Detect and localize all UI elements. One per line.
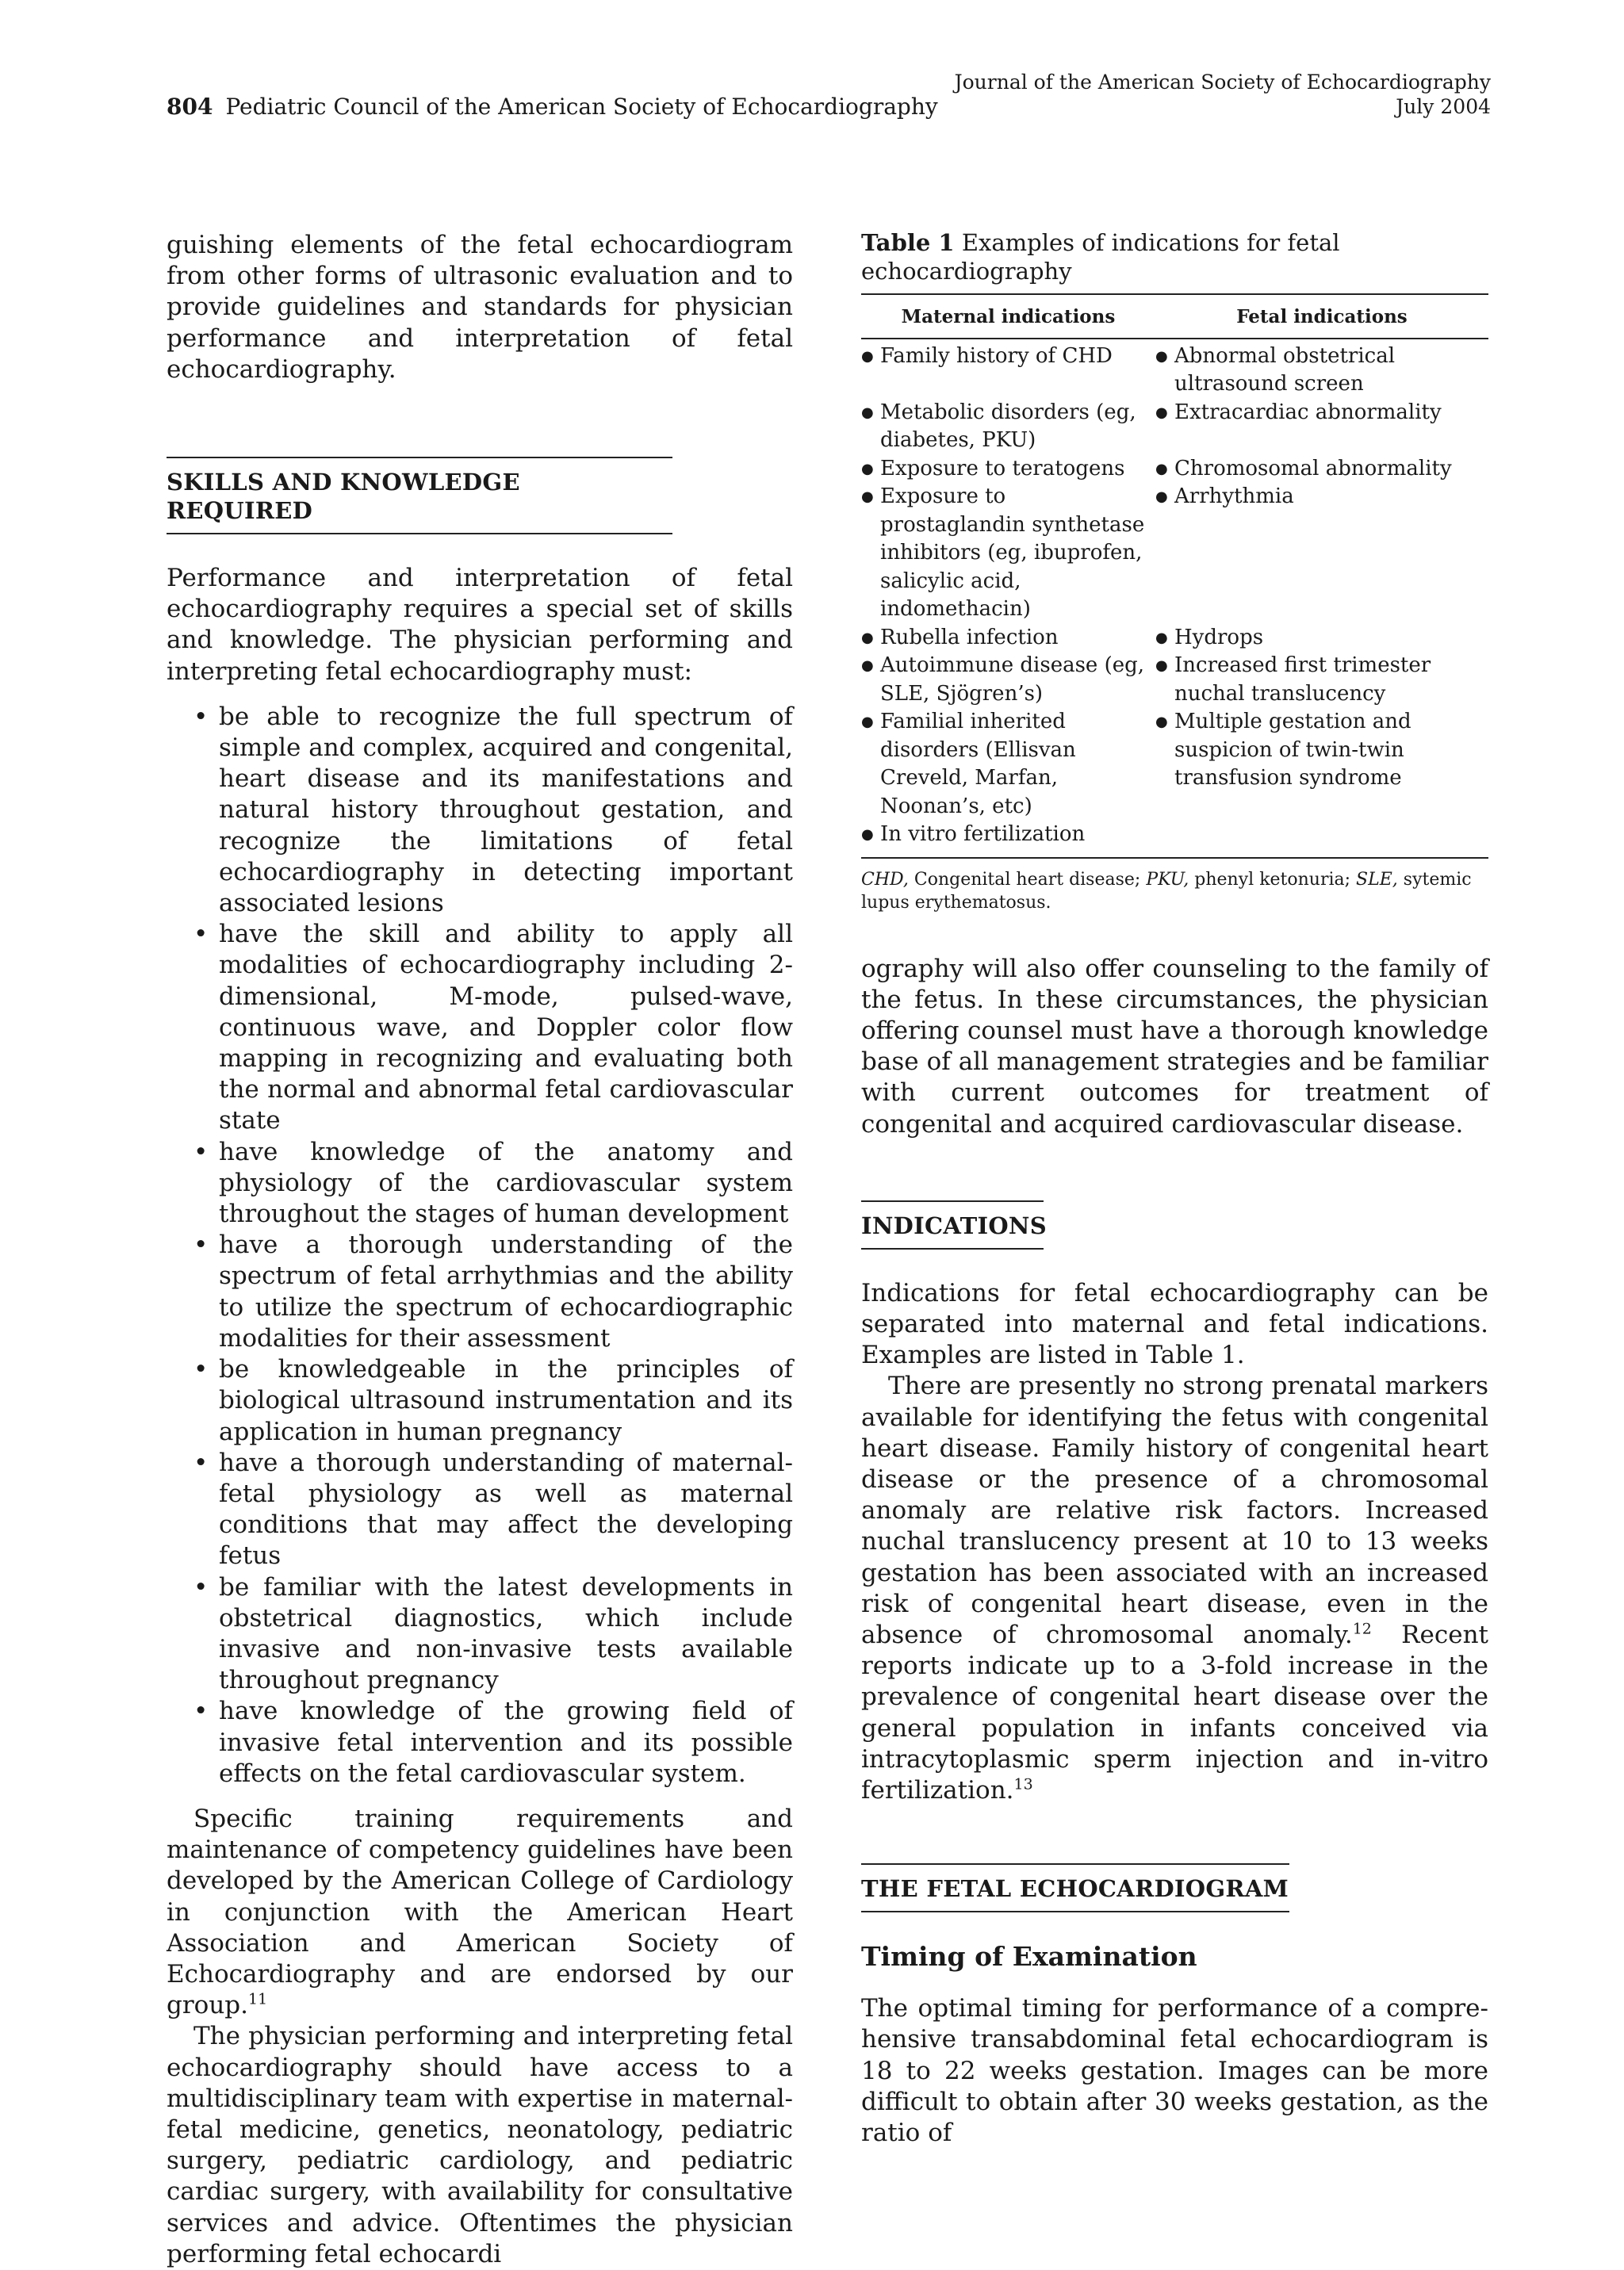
maternal-indication: ● Rubella infection	[861, 624, 1151, 653]
abbr-chd: CHD,	[861, 869, 909, 890]
def-chd: Congenital heart disease;	[908, 869, 1147, 890]
table-footnote	[861, 868, 1488, 914]
fetal-echocardiogram-heading: THE FETAL ECHOCARDIOGRAM	[861, 1863, 1289, 1912]
right-column	[861, 228, 1488, 2149]
issue-date: July 2004	[1396, 95, 1491, 118]
counsel-paragraph: ography will also offer counseling to the family of the fetus. In these circumstances, the physician offering counsel must have a thorough knowledge base of all management strategies and be familiar with current outcomes for treatment of congenital and acquired cardiovascular disease.	[861, 954, 1488, 1139]
list-item: • have the skill and ability to apply all modalities of echocardiography including 2-dimensional, M-mode, pulsed-wave, continuous wave, and Doppler color flow mapping in recognizing and evaluating both the normal and abnormal fetal cardiovascular state	[219, 919, 793, 1136]
fetal-indication: ● Extracardiac abnormality	[1155, 399, 1488, 427]
reference-13: 13	[1013, 1775, 1033, 1793]
fetal-indication: ● Chromosomal abnormality	[1155, 455, 1488, 484]
indications-heading: INDICATIONS	[861, 1200, 1044, 1250]
intro-paragraph: guishing elements of the fetal echocardiogram from other forms of ultrasonic evaluation and to provide guidelines and standards for physician performance and interpretation of fetal echocardiography.	[167, 231, 793, 384]
team-paragraph: The physician performing and interpreting fetal echocardiography should have access to a multidisciplinary team with expertise in maternal-fetal medicine, genetics, neonatology, pediatric surgery, pediatric cardiology, and pediatric cardiac surgery, with availability for consultative services and advice. Oftentimes the physician performing fetal echocardi	[167, 2022, 793, 2268]
maternal-indication: ● Autoimmune disease (eg, SLE, Sjögren’s)	[861, 652, 1151, 708]
list-item: • have knowledge of the anatomy and physiology of the cardiovascular system throughout the stages of human development	[219, 1137, 793, 1231]
markers-paragraph	[861, 1371, 1488, 1806]
table-header-maternal: Maternal indications	[861, 294, 1155, 339]
list-item: • be able to recognize the full spectrum of simple and complex, acquired and congenital, heart disease and its manifestations and natural history throughout gestation, and recognize the limitations of fetal echocardiography in detecting important associated lesions	[219, 702, 793, 919]
training-text: Specific training requirements and maintenance of competency guidelines have been developed by the American College of Cardiology in conjunction with the American Heart Association and American Society of Echocardiography and are endorsed by our group.	[167, 1804, 793, 2020]
table-row	[861, 339, 1488, 399]
indications-paragraph: Indications for fetal echocardiography can be separated into maternal and fetal indications. Examples are listed in Table 1.	[861, 1278, 1488, 1370]
journal-name: Journal of the American Society of Echocardiography	[954, 71, 1491, 94]
list-item: • be familiar with the latest developments in obstetrical diagnostics, which include invasive and non-invasive tests available throughout pregnancy	[219, 1572, 793, 1697]
table-row	[861, 821, 1488, 849]
list-item: • have knowledge of the growing field of invasive fetal intervention and its possible effects on the fetal cardiovascular system.	[219, 1696, 793, 1790]
skills-heading: SKILLS AND KNOWLEDGE REQUIRED	[167, 457, 672, 534]
list-item: • have a thorough understanding of maternal-fetal physiology as well as maternal conditions that may affect the developing fetus	[219, 1448, 793, 1572]
running-header-left	[167, 94, 938, 121]
running-header-right	[955, 70, 1491, 119]
table-header-fetal: Fetal indications	[1155, 294, 1488, 339]
timing-subheading: Timing of Examination	[861, 1941, 1197, 1973]
table-bottom-rule	[861, 857, 1488, 859]
table-row	[861, 624, 1488, 653]
table-row	[861, 483, 1488, 624]
fetal-indication: ● Multiple gestation and suspicion of twin-twin transfusion syndrome	[1155, 708, 1488, 793]
reference-12: 12	[1352, 1620, 1372, 1638]
indications-table	[861, 293, 1488, 849]
list-item: • be knowledgeable in the principles of biological ultrasound instrumentation and its application in human pregnancy	[219, 1354, 793, 1448]
markers-text-2: Recent reports indicate up to a 3-fold increase in the prevalence of congenital heart disease over the general population in infants conceived via intracytoplasmic sperm injection and in-vitro fertilization.	[861, 1620, 1488, 1805]
abbr-pku: PKU,	[1146, 869, 1189, 890]
fetal-indication: ● Hydrops	[1155, 624, 1488, 653]
reference-11: 11	[248, 1990, 268, 2008]
maternal-indication: ● In vitro fertilization	[861, 821, 1151, 849]
maternal-indication: ● Metabolic disorders (eg, diabetes, PKU)	[861, 399, 1151, 455]
page-number: 804	[167, 94, 213, 120]
def-pku: phenyl ketonuria;	[1189, 869, 1357, 890]
maternal-indication: ● Exposure to teratogens	[861, 455, 1151, 484]
skills-list	[167, 702, 793, 1790]
maternal-indication: ● Familial inherited disorders (Ellisvan Creveld, Marfan, Noonan’s, etc)	[861, 708, 1151, 821]
training-paragraph	[167, 1804, 793, 2021]
def-sle: sytemic lupus erythematosus.	[861, 869, 1472, 913]
table-row	[861, 652, 1488, 708]
table-row	[861, 455, 1488, 484]
markers-text-1: There are presently no strong prenatal markers available for identifying the fetus with congenital heart disease. Family history of congenital heart disease or the presence of a chromosomal anomaly are relative risk factors. Increased nuchal translucency present at 10 to 13 weeks gestation has been associated with an increased risk of congenital heart disease, even in the absence of chromosomal anomaly.	[861, 1372, 1488, 1649]
abbr-sle: SLE,	[1356, 869, 1398, 890]
list-item: • have a thorough understanding of the spectrum of fetal arrhythmias and the ability to utilize the spectrum of echocardiographic modalities for their assessment	[219, 1230, 793, 1354]
table-row	[861, 399, 1488, 455]
maternal-indication: ● Exposure to prostaglandin synthetase inhibitors (eg, ibuprofen, salicylic acid, indomethacin)	[861, 483, 1151, 624]
fetal-indication: ● Arrhythmia	[1155, 483, 1488, 511]
fetal-indication: ● Increased first trimester nuchal translucency	[1155, 652, 1488, 708]
table-caption-text: Examples of indications for fetal echocardiography	[861, 229, 1340, 285]
skills-paragraph: Performance and interpretation of fetal echocardiography requires a special set of skills and knowledge. The physician performing and interpreting fetal echocardiography must:	[167, 564, 793, 686]
running-title: Pediatric Council of the American Society of Echocardiography	[225, 94, 938, 120]
table-label: Table 1	[861, 229, 955, 256]
timing-paragraph: The optimal timing for performance of a comprehensive transabdominal fetal echocardiogram is 18 to 22 weeks gestation. Images can be more difficult to obtain after 30 weeks gestation, as the ratio of	[861, 1994, 1488, 2147]
fetal-indication: ● Abnormal obstetrical ultrasound screen	[1155, 343, 1488, 399]
left-column	[167, 230, 793, 2270]
maternal-indication: ● Family history of CHD	[861, 343, 1151, 371]
table-row	[861, 708, 1488, 821]
table-caption	[861, 228, 1488, 285]
